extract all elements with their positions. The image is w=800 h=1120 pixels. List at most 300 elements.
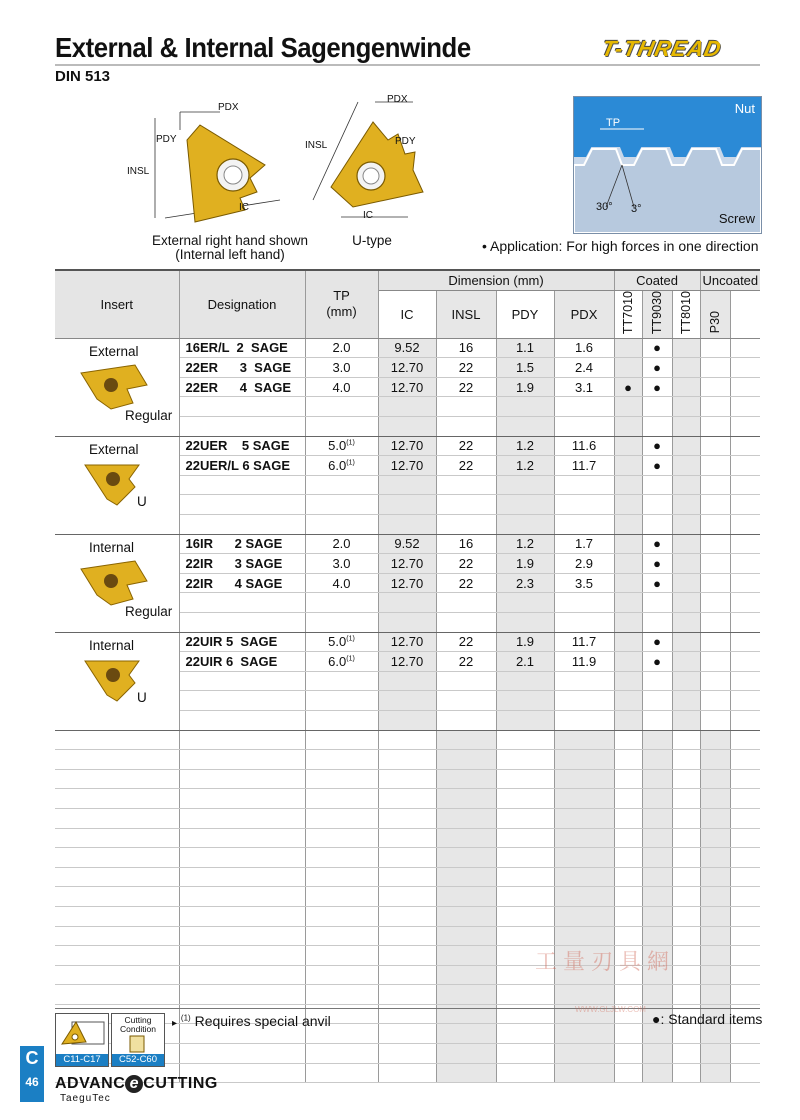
pdy-cell (496, 436, 554, 456)
insl-cell-value: 22 (458, 653, 474, 669)
empty-cell (642, 906, 672, 926)
empty-cell (305, 867, 378, 887)
empty-cell (554, 828, 614, 848)
ic-cell (378, 691, 436, 711)
pdy-cell-value: 1.1 (515, 340, 535, 356)
grade-tt8010-header (672, 290, 700, 338)
pdx-cell (554, 691, 614, 711)
pdy-cell (496, 417, 554, 437)
grade-tt9030-cell-value: ● (653, 556, 661, 572)
empty-cell (614, 1044, 642, 1064)
grade-tt9030-cell-value: ● (653, 634, 661, 650)
empty-cell (496, 808, 554, 828)
ic-cell (378, 534, 436, 554)
empty-cell (672, 965, 700, 985)
empty-cell (730, 1063, 760, 1083)
pdy-cell (496, 534, 554, 554)
grade-tt8010-cell (672, 613, 700, 633)
empty-cell (378, 789, 436, 809)
grade-p30-cell (700, 710, 730, 730)
grade-p30-label: P30 (707, 311, 722, 334)
empty-cell (179, 769, 305, 789)
empty-cell (614, 985, 642, 1005)
insert-group-type: Regular (125, 407, 173, 423)
pdy-cell (496, 475, 554, 495)
designation-cell-value: 16ER/L 2 SAGE (185, 340, 288, 356)
empty-cell (554, 730, 614, 750)
insl-cell (436, 397, 496, 417)
empty-cell (642, 985, 672, 1005)
empty-cell (730, 965, 760, 985)
empty-cell (614, 887, 642, 907)
empty-cell (700, 769, 730, 789)
empty-cell (436, 887, 496, 907)
empty-cell (730, 358, 760, 378)
ic-cell (378, 338, 436, 358)
empty-cell (436, 848, 496, 868)
grade-p30-cell (700, 495, 730, 515)
empty-cell (730, 554, 760, 574)
grade-tt7010-cell (614, 613, 642, 633)
grade-tt7010-cell (614, 377, 642, 397)
pdy-cell (496, 495, 554, 515)
empty-cell (378, 750, 436, 770)
empty-cell (436, 730, 496, 750)
grade-tt8010-label: TT8010 (678, 290, 693, 334)
empty-cell (436, 1063, 496, 1083)
tp-cell-value: 5.0 (328, 634, 347, 650)
tp-cell-value: 2.0 (332, 340, 351, 356)
grade-p30-cell (700, 515, 730, 535)
pdx-cell (554, 613, 614, 633)
ic-cell-value: 12.70 (390, 556, 424, 572)
grade-tt8010-cell (672, 358, 700, 378)
empty-cell (179, 1044, 305, 1064)
designation-cell (179, 632, 305, 652)
empty-cell (378, 1063, 436, 1083)
grade-tt8010-cell (672, 515, 700, 535)
grade-tt8010-cell (672, 554, 700, 574)
insl-cell (436, 632, 496, 652)
grade-tt9030-header (642, 290, 672, 338)
insert-photo (77, 653, 157, 705)
empty-cell (700, 848, 730, 868)
pdx-cell-value: 1.6 (574, 340, 594, 356)
grade-p30-cell (700, 691, 730, 711)
grade-tt9030-cell (642, 573, 672, 593)
designation-cell (179, 554, 305, 574)
insert-image-cell (55, 436, 179, 534)
tp-note: (1) (346, 440, 355, 448)
grade-tt9030-cell (642, 417, 672, 437)
empty-row (55, 828, 760, 848)
insl-cell (436, 436, 496, 456)
empty-cell (305, 828, 378, 848)
ref-box-insert[interactable] (55, 1013, 109, 1067)
uncoated-header: Uncoated (700, 270, 760, 290)
page-subtitle: DIN 513 (55, 68, 111, 85)
empty-cell (700, 789, 730, 809)
insert-group-name: External (89, 441, 139, 457)
tp-note: (1) (346, 459, 355, 467)
empty-cell (179, 730, 305, 750)
empty-cell (642, 867, 672, 887)
pdy-cell (496, 671, 554, 691)
grade-tt8010-cell (672, 377, 700, 397)
page-tab (20, 1046, 44, 1102)
empty-cell (496, 730, 554, 750)
empty-cell (700, 965, 730, 985)
empty-cell (614, 906, 642, 926)
coated-header: Coated (614, 270, 700, 290)
empty-cell (55, 985, 179, 1005)
empty-cell (642, 926, 672, 946)
ic-cell-value: 12.70 (390, 653, 424, 669)
brand-text: ADVANC (55, 1075, 126, 1092)
grade-p30-cell (700, 671, 730, 691)
grade-tt9030-cell-value: ● (653, 360, 661, 376)
empty-cell (378, 1044, 436, 1064)
empty-cell (305, 769, 378, 789)
insl-cell (436, 456, 496, 476)
grade-p30-cell (700, 613, 730, 633)
insert-hole (106, 472, 120, 486)
pdx-cell-value: 3.1 (574, 379, 594, 395)
empty-cell (700, 828, 730, 848)
empty-cell (305, 946, 378, 966)
designation-header: Designation (179, 270, 305, 338)
designation-cell-value: 16IR 2 SAGE (185, 536, 283, 552)
grade-tt8010-cell (672, 417, 700, 437)
empty-cell (730, 710, 760, 730)
ic-cell (378, 495, 436, 515)
grade-tt9030-cell (642, 358, 672, 378)
empty-cell (179, 808, 305, 828)
empty-cell (642, 750, 672, 770)
grade-tt9030-cell (642, 671, 672, 691)
caption-line-1: External right hand shown (151, 233, 309, 248)
empty-cell (554, 926, 614, 946)
empty-row (55, 789, 760, 809)
designation-cell (179, 534, 305, 554)
pdx-cell (554, 652, 614, 672)
grade-tt7010-cell-value: ● (624, 379, 632, 395)
grade-p30-cell (700, 632, 730, 652)
empty-cell (179, 750, 305, 770)
designation-cell (179, 691, 305, 711)
designation-cell-value: 22UIR 5 SAGE (185, 634, 278, 650)
pdx-cell-value: 2.9 (574, 556, 594, 572)
ic-cell (378, 710, 436, 730)
grade-p30-cell (700, 358, 730, 378)
empty-cell (554, 867, 614, 887)
empty-cell (55, 906, 179, 926)
pdy-cell-value: 1.2 (515, 438, 535, 454)
nut-label: Nut (734, 101, 755, 116)
pdx-cell (554, 671, 614, 691)
empty-cell (305, 789, 378, 809)
insert-photo (77, 555, 157, 607)
empty-cell (179, 828, 305, 848)
ref-box-insert-label: C11-C17 (56, 1054, 108, 1066)
insl-cell-value: 22 (458, 379, 474, 395)
grade-p30-cell (700, 534, 730, 554)
t-thread-logo: T-THREAD (599, 36, 724, 61)
insert-group-type: Regular (125, 603, 173, 619)
empty-cell (672, 867, 700, 887)
pdx-cell (554, 632, 614, 652)
empty-cell (614, 828, 642, 848)
empty-row (55, 730, 760, 750)
empty-cell (179, 946, 305, 966)
grade-tt9030-cell-value: ● (653, 379, 661, 395)
ic-cell-value: 12.70 (390, 634, 424, 650)
empty-cell (55, 730, 179, 750)
empty-cell (700, 887, 730, 907)
grade-tt7010-cell (614, 397, 642, 417)
designation-cell (179, 710, 305, 730)
angle-30-label: 30° (596, 201, 613, 213)
designation-cell (179, 417, 305, 437)
tp-cell-value: 5.0 (328, 438, 347, 454)
u-type-caption: U-type (352, 233, 392, 248)
empty-cell (730, 671, 760, 691)
grade-tt8010-cell (672, 710, 700, 730)
tp-cell (305, 671, 378, 691)
empty-cell (614, 769, 642, 789)
ic-cell-value: 12.70 (390, 575, 424, 591)
empty-cell (496, 906, 554, 926)
insert-image-cell (55, 534, 179, 632)
empty-cell (642, 1044, 672, 1064)
empty-cell (700, 867, 730, 887)
empty-cell (554, 848, 614, 868)
empty-cell (730, 906, 760, 926)
insl-cell-value: 22 (458, 360, 474, 376)
pdy-cell (496, 338, 554, 358)
empty-cell (642, 887, 672, 907)
right-insl-label: INSL (305, 140, 328, 151)
grade-tt9030-cell (642, 495, 672, 515)
empty-cell (496, 848, 554, 868)
grade-tt7010-cell (614, 515, 642, 535)
empty-cell (378, 848, 436, 868)
grade-p30-cell (700, 397, 730, 417)
ic-cell-value: 12.70 (390, 360, 424, 376)
empty-cell (179, 848, 305, 868)
empty-cell (730, 769, 760, 789)
empty-cell (305, 887, 378, 907)
empty-cell (700, 926, 730, 946)
grade-p30-cell (700, 417, 730, 437)
grade-tt8010-cell (672, 671, 700, 691)
empty-cell (436, 1024, 496, 1044)
tp-cell (305, 436, 378, 456)
pdy-cell (496, 358, 554, 378)
pdy-cell-value: 1.2 (515, 458, 535, 474)
insert-group-type: U (137, 493, 147, 509)
empty-cell (436, 750, 496, 770)
ic-cell (378, 515, 436, 535)
empty-cell (642, 828, 672, 848)
empty-cell (436, 828, 496, 848)
empty-cell (672, 926, 700, 946)
empty-cell (642, 769, 672, 789)
right-pdx-label: PDX (387, 94, 408, 105)
tp-cell (305, 691, 378, 711)
empty-cell (55, 946, 179, 966)
grade-tt8010-cell (672, 456, 700, 476)
grade-p30-cell (700, 554, 730, 574)
ic-cell (378, 573, 436, 593)
pdx-cell (554, 456, 614, 476)
designation-cell-value: 22IR 4 SAGE (185, 575, 283, 591)
ic-cell (378, 456, 436, 476)
empty-cell (554, 789, 614, 809)
empty-cell (672, 1063, 700, 1083)
empty-cell (672, 769, 700, 789)
insl-cell-value: 22 (458, 438, 474, 454)
designation-cell-value: 22UIR 6 SAGE (185, 653, 278, 669)
insert-hole (106, 668, 120, 682)
empty-cell (700, 985, 730, 1005)
tp-cell-value: 2.0 (332, 536, 351, 552)
designation-cell (179, 358, 305, 378)
empty-cell (496, 1024, 554, 1044)
empty-cell (730, 613, 760, 633)
grade-p30-cell (700, 475, 730, 495)
designation-cell-value: 22UER/L 6 SAGE (185, 458, 291, 474)
tp-cell (305, 495, 378, 515)
tp-header-label: TP (333, 288, 350, 304)
empty-cell (700, 1063, 730, 1083)
empty-cell (496, 867, 554, 887)
grade-tt9030-cell-value: ● (653, 653, 661, 669)
ic-cell-value: 9.52 (394, 340, 420, 356)
empty-cell (730, 1044, 760, 1064)
pdx-cell (554, 573, 614, 593)
tp-cell-value: 3.0 (332, 556, 351, 572)
grade-tt7010-cell (614, 417, 642, 437)
empty-cell (554, 808, 614, 828)
pdx-cell-value: 11.9 (571, 653, 597, 669)
empty-cell (436, 965, 496, 985)
empty-cell (55, 808, 179, 828)
empty-cell (700, 1044, 730, 1064)
ref-box-cutting-condition[interactable] (111, 1013, 165, 1067)
footnote-sup: (1) (180, 1013, 191, 1023)
grade-tt8010-cell (672, 691, 700, 711)
empty-cell (730, 632, 760, 652)
empty-cell (672, 985, 700, 1005)
grade-tt7010-cell (614, 652, 642, 672)
grade-tt7010-cell (614, 573, 642, 593)
empty-cell (378, 906, 436, 926)
pdy-cell-value: 1.9 (515, 556, 535, 572)
empty-cell (614, 867, 642, 887)
pdx-cell (554, 554, 614, 574)
pdy-cell (496, 593, 554, 613)
empty-cell (378, 828, 436, 848)
insl-cell (436, 652, 496, 672)
grade-p30-cell (700, 652, 730, 672)
grade-tt9030-cell (642, 554, 672, 574)
footnote-marker: ▸ (172, 1018, 178, 1029)
designation-cell (179, 652, 305, 672)
empty-cell (672, 808, 700, 828)
tp-cell-value: 6.0 (328, 458, 347, 474)
empty-cell (55, 887, 179, 907)
grade-p30-cell (700, 338, 730, 358)
designation-cell (179, 515, 305, 535)
grade-tt7010-cell (614, 593, 642, 613)
empty-cell (614, 789, 642, 809)
empty-cell (730, 475, 760, 495)
pdx-cell (554, 338, 614, 358)
empty-cell (672, 1044, 700, 1064)
tp-cell (305, 632, 378, 652)
page-number: 46 (25, 1075, 39, 1089)
grade-tt9030-cell (642, 515, 672, 535)
grade-tt7010-cell (614, 358, 642, 378)
right-pdy-label: PDY (395, 136, 416, 147)
empty-grade-header (730, 290, 760, 338)
ref-box-cutting-label: C52-C60 (112, 1054, 164, 1066)
footnote-text: Requires special anvil (190, 1013, 331, 1029)
table-row (55, 632, 760, 652)
empty-cell (378, 730, 436, 750)
grade-tt9030-cell (642, 397, 672, 417)
empty-cell (378, 1024, 436, 1044)
grade-tt7010-cell (614, 534, 642, 554)
empty-cell (614, 750, 642, 770)
empty-cell (305, 926, 378, 946)
pdx-cell (554, 397, 614, 417)
tp-cell (305, 613, 378, 633)
grade-tt8010-cell (672, 436, 700, 456)
insl-cell (436, 573, 496, 593)
tp-note: (1) (346, 655, 355, 663)
insert-hole (104, 574, 118, 588)
pdx-cell (554, 358, 614, 378)
empty-cell (554, 985, 614, 1005)
empty-cell (179, 906, 305, 926)
thread-profile-diagram (573, 96, 762, 234)
application-note: • Application: For high forces in one direction (482, 238, 759, 254)
grade-tt7010-cell (614, 632, 642, 652)
insl-cell-value: 16 (458, 536, 474, 552)
brand-subtitle: TaeguTec (60, 1093, 111, 1104)
insert-image-cell (55, 338, 179, 436)
empty-cell (730, 691, 760, 711)
insl-cell (436, 358, 496, 378)
insl-cell (436, 554, 496, 574)
empty-row (55, 926, 760, 946)
designation-cell (179, 475, 305, 495)
empty-cell (305, 965, 378, 985)
empty-cell (672, 848, 700, 868)
empty-row (55, 769, 760, 789)
pdx-header: PDX (554, 290, 614, 338)
ic-cell (378, 358, 436, 378)
empty-cell (496, 750, 554, 770)
insert-group-type: U (137, 689, 147, 705)
grade-tt8010-cell (672, 652, 700, 672)
designation-cell (179, 573, 305, 593)
empty-cell (305, 1044, 378, 1064)
tp-cell (305, 573, 378, 593)
empty-cell (730, 867, 760, 887)
